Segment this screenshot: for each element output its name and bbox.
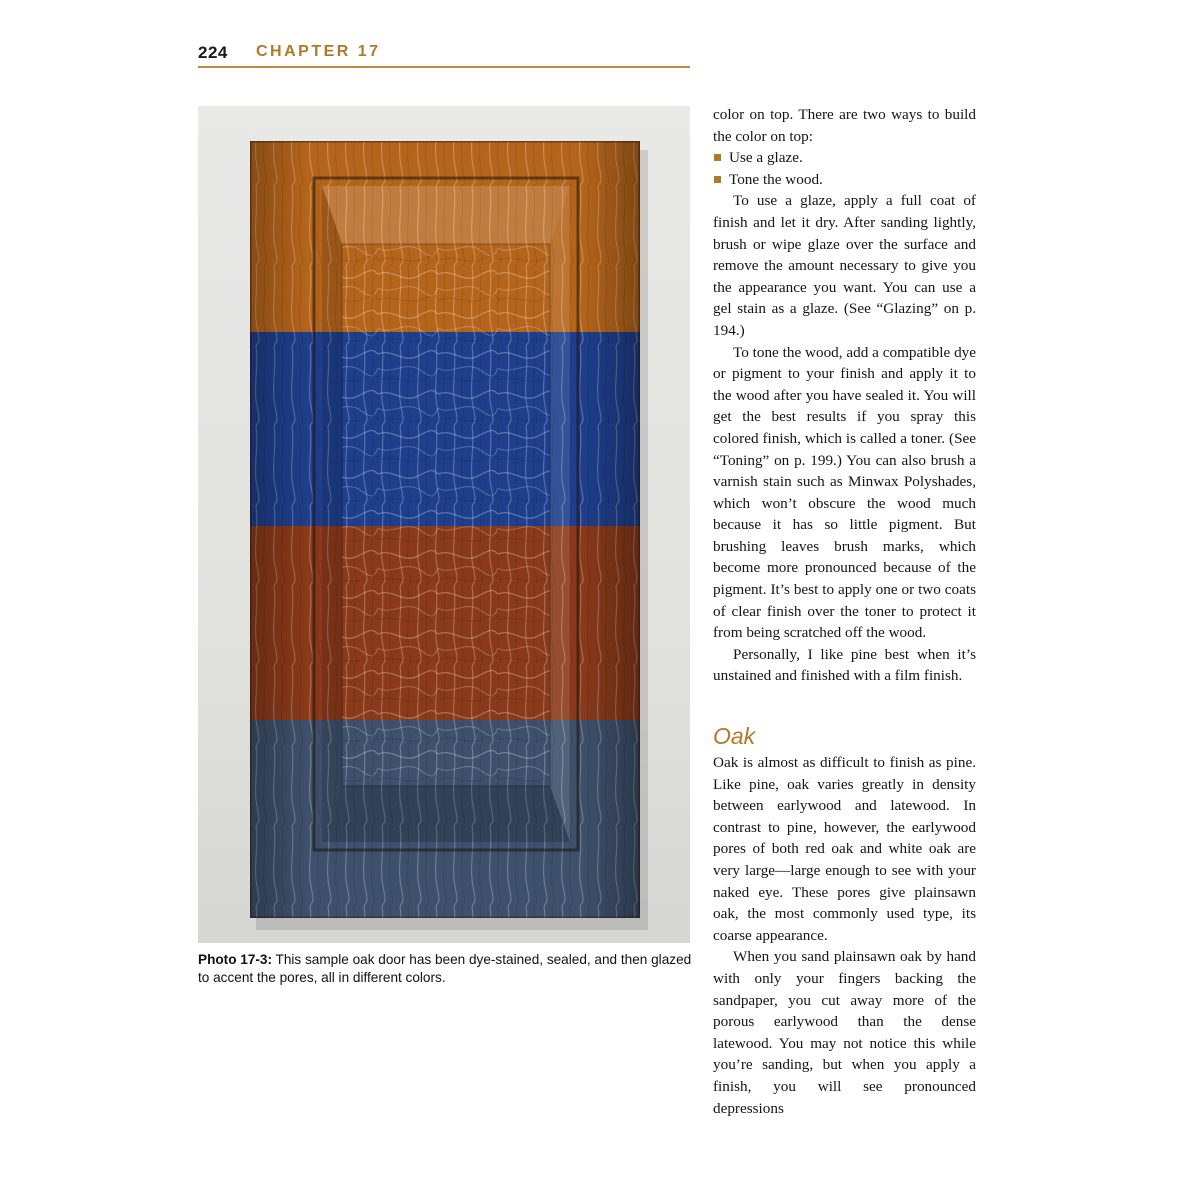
- bullet-square-icon: [714, 154, 721, 161]
- chapter-label: CHAPTER 17: [256, 43, 381, 60]
- bullet-text: Tone the wood.: [729, 170, 823, 188]
- page-number: 224: [198, 43, 228, 62]
- paragraph-tone: To tone the wood, add a compatible dye or pigment to your finish and apply it to the wood after you have sealed it. You will get the best results if you spray this colored finish, which is called a toner. (See “Toning” on p. 199.) You can also brush a varnish stain such as Minwax Polyshades, which won’t obscure the wood much because it has so little pigment. But brushing leaves brush marks, which become more pronounced because of the pigment. It’s best to apply one or two coats of clear finish over the toner to protect it from being scratched off the wood.: [713, 343, 976, 642]
- photo-caption: [198, 951, 696, 987]
- caption-text: This sample oak door has been dye-stained, sealed, and then glazed to accent the pores, all in different colors.: [198, 952, 692, 985]
- bullet-square-icon: [714, 176, 721, 183]
- bullet-item: [713, 147, 976, 169]
- body-text-column: [713, 104, 976, 1119]
- paragraph-oak-sanding: When you sand plainsawn oak by hand with only your fingers backing the sandpaper, you cut away more of the porous earlywood than the dense latewood. You may not notice this while you’re sanding, but when you apply a finish, you will see pronounced depressions: [713, 948, 976, 1117]
- paragraph-continued: color on top. There are two ways to build the color on top:: [713, 106, 976, 145]
- bullet-text: Use a glaze.: [729, 149, 803, 167]
- photo-oak-door: [198, 106, 690, 943]
- caption-label: Photo 17-3:: [198, 952, 273, 967]
- paragraph-pine-preference: Personally, I like pine best when it’s unstained and finished with a film finish.: [713, 645, 976, 685]
- paragraph-oak-intro: Oak is almost as difficult to finish as pine. Like pine, oak varies greatly in density between earlywood and latewood. In contrast to pine, however, the earlywood pores of both red oak and white oak are very large—large enough to see with your naked eye. These pores give plainsawn oak, the most commonly used type, its coarse appearance.: [713, 754, 976, 944]
- bullet-item: [713, 169, 976, 191]
- header-rule: [198, 66, 690, 68]
- running-head: [198, 43, 690, 67]
- section-heading-oak: Oak: [713, 723, 756, 750]
- oak-door-illustration: [198, 106, 690, 943]
- paragraph-glaze: To use a glaze, apply a full coat of finish and let it dry. After sanding lightly, brush or wipe glaze over the surface and remove the amount necessary to give you the appearance you want. You can use a gel stain as a glaze. (See “Glazing” on p. 194.): [713, 192, 976, 339]
